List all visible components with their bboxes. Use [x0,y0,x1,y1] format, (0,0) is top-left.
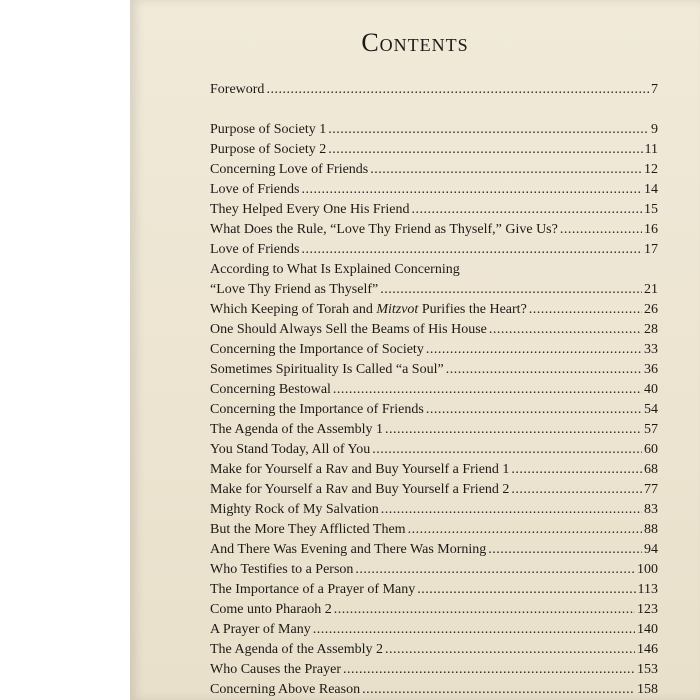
dot-leader [301,180,642,200]
toc-entry-title: Who Testifies to a Person [210,562,354,577]
dot-leader [560,220,642,240]
toc-entry-foreword [210,80,658,100]
dot-leader [266,80,649,100]
toc-entry-title: Concerning the Importance of Society [210,342,424,357]
dot-leader [381,500,642,520]
dot-leader [529,300,642,320]
toc-entry-page: 77 [644,482,658,497]
toc-entry-title: Concerning Bestowal [210,382,331,397]
toc-entry-title: Concerning Love of Friends [210,162,369,177]
toc-entry-page: 140 [637,622,658,637]
toc-entry-page: 11 [644,142,658,157]
toc-entry-page: 40 [644,382,658,397]
toc-entry-page: 83 [644,502,658,517]
toc-entry [210,180,658,200]
toc-entry-page: 100 [637,562,658,577]
toc-title-part: Which Keeping of Torah and [210,302,377,317]
toc-entry-title: You Stand Today, All of You [210,442,371,457]
toc-entry [210,540,658,560]
toc-entry-title: They Helped Every One His Friend [210,202,410,217]
toc-entry-page: 60 [644,442,658,457]
toc-entry-title: But the More They Afflicted Them [210,522,406,537]
toc-entry [210,240,658,260]
toc-entry-page: 57 [644,422,658,437]
toc-entry-title: Purpose of Society 1 [210,122,327,137]
toc-entry-title: Come unto Pharaoh 2 [210,602,332,617]
table-of-contents [210,80,658,700]
toc-entry-title: Sometimes Spirituality Is Called “a Soul” [210,362,444,377]
dot-leader [511,460,642,480]
toc-entry-page: 88 [644,522,658,537]
dot-leader [446,360,642,380]
toc-entry-page: 9 [651,122,658,137]
toc-entry [210,560,658,580]
toc-entry [210,580,658,600]
toc-entry-page: 94 [644,542,658,557]
toc-entry-page: 15 [644,202,658,217]
toc-entry-page: 14 [644,182,658,197]
toc-entry-page: 33 [644,342,658,357]
toc-entry [210,220,658,240]
toc-entry [210,420,658,440]
toc-entry-page: 21 [644,282,658,297]
toc-entry [210,360,658,380]
toc-entry [210,460,658,480]
toc-entry-title: Who Causes the Prayer [210,662,342,677]
toc-entry-title: The Agenda of the Assembly 1 [210,422,384,437]
dot-leader [372,440,642,460]
dot-leader [511,480,642,500]
dot-leader [333,380,642,400]
dot-leader [370,160,642,180]
toc-entry [210,380,658,400]
toc-title-italic: Mitzvot [376,302,419,317]
toc-entry-title [210,300,527,320]
toc-entry-title: The Importance of a Prayer of Many [210,582,416,597]
dot-leader [380,280,642,300]
toc-entry [210,680,658,700]
toc-entry [210,340,658,360]
toc-entry-title: Love of Friends [210,242,300,257]
toc-entry-page: 153 [637,662,658,677]
toc-entry [210,600,658,620]
toc-entry [210,120,658,140]
toc-entry [210,160,658,180]
toc-entry-title: Foreword [210,82,265,97]
toc-entry [210,660,658,680]
dot-leader [343,660,635,680]
toc-entry-title: Purpose of Society 2 [210,142,327,157]
toc-entry [210,520,658,540]
toc-entry [210,280,658,300]
toc-entry [210,140,658,160]
toc-entry-title: Concerning the Importance of Friends [210,402,424,417]
toc-title-part: Purifies the Heart? [418,302,527,317]
dot-leader [313,620,635,640]
toc-entry-title: Mighty Rock of My Salvation [210,502,379,517]
toc-entry-title: What Does the Rule, “Love Thy Friend as Thyself,” Give Us? [210,222,558,237]
dot-leader [426,400,642,420]
toc-entry-page: 12 [644,162,658,177]
toc-entry [210,640,658,660]
dot-leader [411,200,642,220]
toc-entry [210,320,658,340]
dot-leader [426,340,642,360]
dot-leader [417,580,635,600]
toc-entry [210,300,658,320]
dot-leader [489,320,642,340]
toc-entry-title: According to What Is Explained Concerning [210,262,460,277]
toc-entry-title: The Agenda of the Assembly 2 [210,642,384,657]
toc-entry-title: One Should Always Sell the Beams of His House [210,322,487,337]
dot-leader [328,140,642,160]
toc-entry-page: 54 [644,402,658,417]
dot-leader [301,240,642,260]
toc-entry-title: “Love Thy Friend as Thyself” [210,282,379,297]
toc-entry-page: 17 [644,242,658,257]
dot-leader [488,540,642,560]
toc-entry-page: 68 [644,462,658,477]
toc-entry [210,400,658,420]
toc-entry [210,440,658,460]
page-title: Contents [361,28,469,57]
toc-entry-page: 28 [644,322,658,337]
toc-entry-title: Make for Yourself a Rav and Buy Yourself a Friend 1 [210,462,510,477]
toc-entry-page: 113 [637,582,658,597]
toc-entry [210,500,658,520]
toc-entry-title: Concerning Above Reason [210,682,361,697]
dot-leader [328,120,649,140]
toc-entry [210,480,658,500]
toc-entry [210,200,658,220]
toc-entry-page: 16 [644,222,658,237]
toc-entry-first-line [210,260,658,280]
toc-entry-title: A Prayer of Many [210,622,311,637]
toc-entry-page: 146 [637,642,658,657]
toc-entry-title: And There Was Evening and There Was Morning [210,542,487,557]
toc-entry-title: Make for Yourself a Rav and Buy Yourself a Friend 2 [210,482,510,497]
toc-entry-page: 7 [651,82,658,97]
dot-leader [362,680,635,700]
book-page [130,0,700,700]
toc-entry [210,620,658,640]
toc-entry-title: Love of Friends [210,182,300,197]
toc-entry-page: 36 [644,362,658,377]
dot-leader [385,640,635,660]
dot-leader [408,520,642,540]
dot-leader [385,420,642,440]
dot-leader [355,560,635,580]
toc-entry-page: 123 [637,602,658,617]
toc-entry-page: 26 [644,302,658,317]
toc-entry-page: 158 [637,682,658,697]
dot-leader [334,600,635,620]
